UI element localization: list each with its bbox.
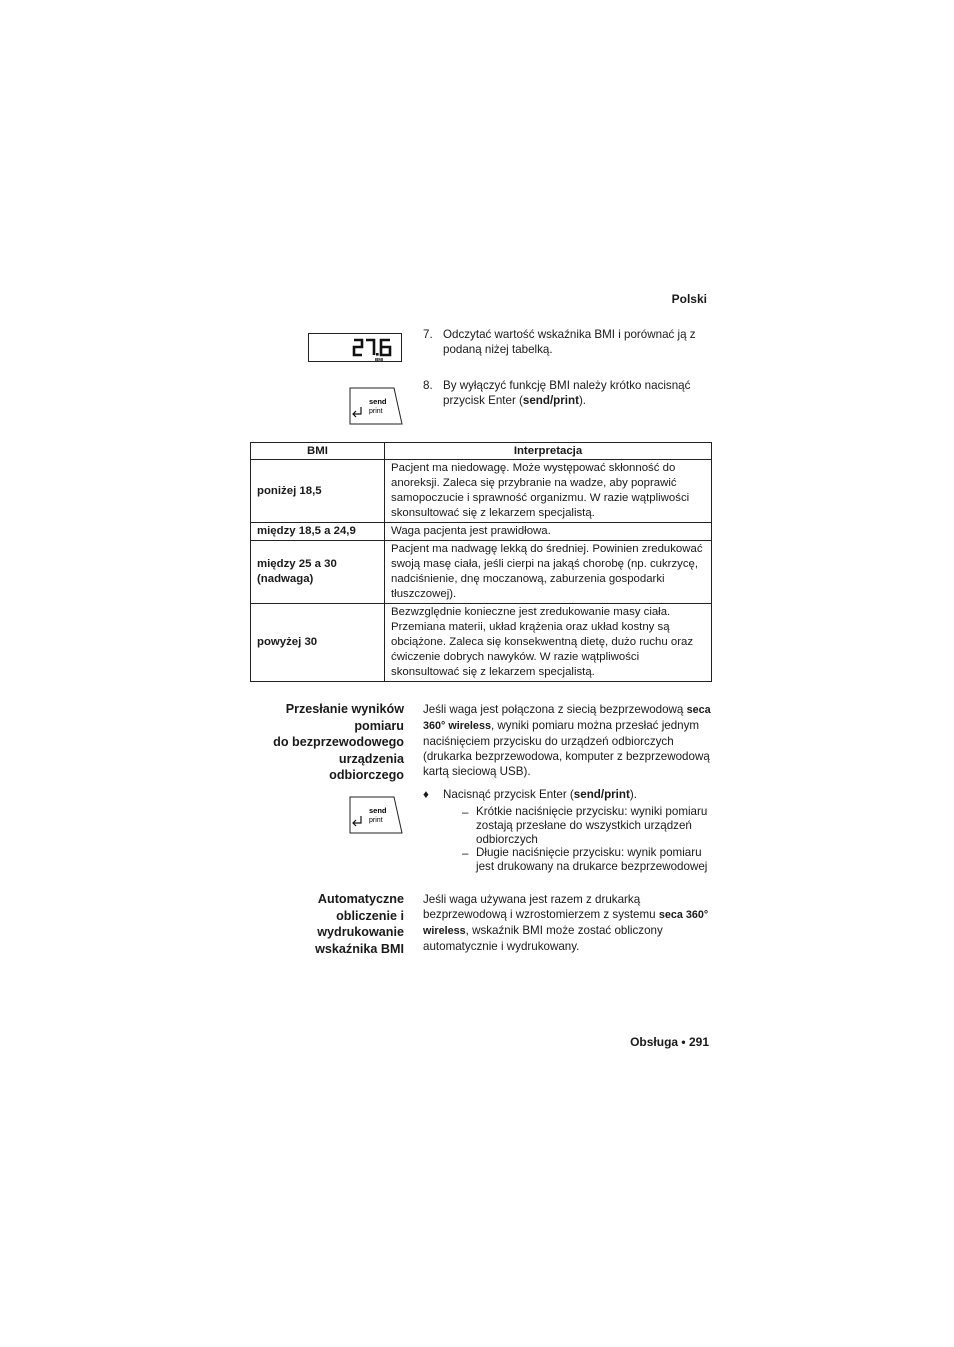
column-header-bmi: BMI	[251, 443, 385, 460]
send-print-key	[349, 385, 403, 425]
bmi-interpretation: Bezwzględnie konieczne jest zredukowanie masy ciała. Przemiana materii, układ krążenia oraz układ kostny są obciążone. Zaleca się konsekwentną dietę, dużo ruchu oraz ćwiczenie dobrych nawyków. W razie wątpliwości skonsultować się z lekarzem specjalistą.	[385, 604, 712, 682]
bmi-interpretation: Pacjent ma niedowagę. Może występować skłonność do anoreksji. Zaleca się przybranie na wadze, aby poprawić samopoczucie i sprawność organizmu. W razie wątpliwości skonsultować się z lekarzem specjalistą.	[385, 460, 712, 523]
bmi-table	[250, 442, 712, 682]
table-row	[251, 460, 712, 523]
dash-item-short-press: – Krótkie naciśnięcie przycisku: wyniki pomiaru zostają przesłane do wszystkich urządzeń odbiorczych	[462, 805, 708, 846]
svg-text:print: print	[369, 817, 383, 824]
table-header-row	[251, 443, 712, 460]
svg-text:send: send	[369, 397, 387, 406]
svg-text:send: send	[369, 806, 387, 815]
table-row	[251, 541, 712, 604]
step-7-text: Odczytać wartość wskaźnika BMI i porównać ją z podaną niżej tabelką.	[443, 328, 696, 356]
section-heading-auto-bmi: Automatyczne obliczenie i wydrukowanie wskaźnika BMI	[315, 892, 404, 956]
send-print-key-icon	[349, 794, 403, 834]
dash-item-long-press: – Długie naciśnięcie przycisku: wynik pomiaru jest drukowany na drukarce bezprzewodowej	[462, 846, 708, 873]
step-7: 7. Odczytać wartość wskaźnika BMI i porównać ją z podaną niżej tabelką.	[423, 327, 713, 357]
table-row	[251, 604, 712, 682]
table-row	[251, 523, 712, 541]
bmi-interpretation: Pacjent ma nadwagę lekką do średniej. Powinien zredukować swoją masę ciała, jeśli cierpi na jakąś chorobę (np. cukrzycę, nadciśnienie, dnę moczanową, zaburzenia gospodarki tłuszczowej).	[385, 541, 712, 604]
bmi-category: powyżej 30	[251, 604, 385, 682]
svg-text:print: print	[369, 408, 383, 415]
column-header-interpretation: Interpretacja	[385, 443, 712, 460]
bmi-category: między 18,5 a 24,9	[251, 523, 385, 541]
language-label: Polski	[671, 292, 707, 306]
bullet-press-enter: ♦ Nacisnąć przycisk Enter (send/print).	[423, 788, 637, 801]
bmi-display	[308, 333, 402, 362]
section-heading-wireless: Przesłanie wyników pomiaru do bezprzewodowego urządzenia odbiorczego	[273, 702, 404, 783]
bmi-display-digits-icon	[309, 334, 403, 363]
auto-bmi-paragraph: Jeśli waga używana jest razem z drukarką bezprzewodową i wzrostomierzem z systemu seca 360° wireless, wskaźnik BMI może zostać obliczony automatycznie i wydrukowany.	[423, 893, 709, 953]
dash-bullet-icon: –	[462, 806, 469, 819]
send-print-key-icon	[349, 385, 403, 425]
bmi-category: między 25 a 30 (nadwaga)	[251, 541, 385, 604]
page-footer: Obsługa • 291	[630, 1035, 709, 1049]
bmi-display-unit: BMI	[375, 357, 384, 362]
diamond-bullet-icon: ♦	[423, 788, 429, 801]
bmi-category: poniżej 18,5	[251, 460, 385, 523]
bmi-interpretation: Waga pacjenta jest prawidłowa.	[385, 523, 712, 541]
wireless-paragraph: Jeśli waga jest połączona z siecią bezprzewodową seca 360° wireless, wyniki pomiaru można przesłać jednym naciśnięciem przycisku do urządzeń odbiorczych (drukarka bezprzewodowa, komputer z bezprzewodową kartą sieciową USB).	[423, 703, 711, 778]
send-print-key	[349, 794, 403, 834]
step-8: 8. By wyłączyć funkcję BMI należy krótko nacisnąć przycisk Enter (send/print).	[423, 378, 713, 408]
step-8-text: By wyłączyć funkcję BMI należy krótko nacisnąć przycisk Enter (send/print).	[443, 379, 691, 407]
dash-bullet-icon: –	[462, 847, 469, 860]
